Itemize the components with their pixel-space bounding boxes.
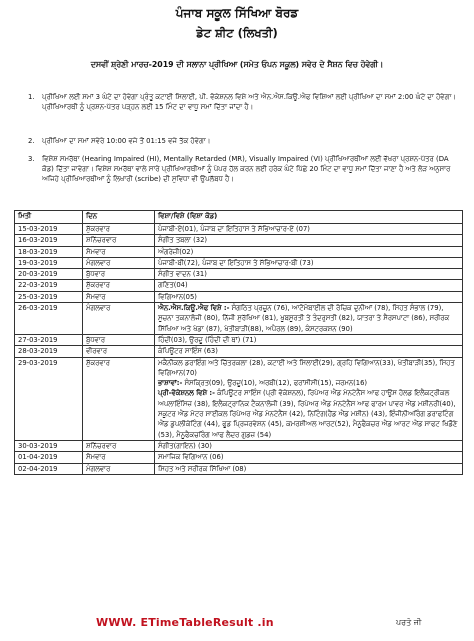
subject-cell: ਗਣਿਤ(04) (155, 280, 463, 291)
day-cell: ਬੁੱਧਵਾਰ (83, 334, 155, 345)
subject-cell: ਸਿਹਤ ਅਤੇ ਸਰੀਰਕ ਸਿੱਖਿਆ (08) (155, 463, 463, 474)
table-row (15, 440, 463, 451)
subject-group (158, 378, 459, 388)
table-row (15, 224, 463, 235)
subject-cell (155, 303, 463, 335)
date-cell: 16-03-2019 (15, 235, 83, 246)
day-cell: ਬੁੱਧਵਾਰ (83, 269, 155, 280)
table-row (15, 357, 463, 440)
date-cell: 25-03-2019 (15, 291, 83, 302)
subject-cell: ਸਮਾਜਿਕ ਵਿਗਿਆਨ (06) (155, 452, 463, 463)
subject-cell: ਪੰਜਾਬੀ-ਬੀ(72), ਪੰਜਾਬ ਦਾ ਇਤਿਹਾਸ ਤੇ ਸੱਭਿਆਚਾਰ-ਬੀ (73) (155, 257, 463, 268)
table-row (15, 291, 463, 302)
subject-cell: ਪੰਜਾਬੀ-ਏ(01), ਪੰਜਾਬ ਦਾ ਇਤਿਹਾਸ ਤੇ ਸੱਭਿਆਚਾਰ-ਏ (07) (155, 224, 463, 235)
day-cell: ਸ਼ਨਿੱਚਰਵਾਰ (83, 235, 155, 246)
day-column-header: ਦਿਨ (83, 211, 155, 224)
instruction-text: ਪ੍ਰੀਖਿਆ ਲਈ ਸਮਾਂ 3 ਘੰਟੇ ਦਾ ਹੋਵੇਗਾ ਪ੍ਰੰਤੂ ਕਟਾਈ ਸਿਲਾਈ, ਪੀ. ਵੋਕੇਸ਼ਨਲ ਵਿਸ਼ੇ ਅਤੇ ਐਨ.ਐਸ.ਕਿਊ.ਐਫ ਵਿਸ਼ਿਆਂ ਲਈ ਪ੍ਰੀਖਿਆ ਦਾ ਸਮਾਂ 2:00 ਘੰਟੇ ਦਾ ਹੋਵੇਗਾ। ਪ੍ਰੀਖਿਆਰਥੀ ਨੂੰ ਪ੍ਰਸ਼ਨ-ਪੱਤਰ ਪੜ੍ਹਨ ਲਈ 15 ਮਿੰਟ ਦਾ ਵਾਧੂ ਸਮਾਂ ਦਿੱਤਾ ਜਾਂਦਾ ਹੈ। (42, 93, 456, 112)
day-cell: ਮੰਗਲਵਾਰ (83, 463, 155, 474)
subject-group-label: ਭਾਸ਼ਾਵਾਂ:- (158, 379, 183, 388)
day-cell: ਸੋਮਵਾਰ (83, 452, 155, 463)
board-name: ਪੰਜਾਬ ਸਕੂਲ ਸਿੱਖਿਆ ਬੋਰਡ (175, 6, 299, 20)
subject-group-label: ਪ੍ਰੀ-ਵੋਕੇਸ਼ਨਲ ਵਿਸ਼ੇ :- (158, 389, 215, 398)
table-row (15, 346, 463, 357)
continued-note: ਪਰਤੋ ਜੀ (396, 618, 422, 627)
subject-cell: ਵਿਗਿਆਨ(05) (155, 291, 463, 302)
table-row (15, 334, 463, 345)
date-cell: 18-03-2019 (15, 246, 83, 257)
subject-list: ਮਕੈਨੀਕਲ ਡਰਾਇੰਗ ਅਤੇ ਚਿੱਤਰਕਲਾ (28), ਕਟਾਈ ਅਤੇ ਸਿਲਾਈ(29), ਗ੍ਰਹਿ ਵਿਗਿਆਨ(33), ਖੇਤੀਬਾੜੀ(35), ਸਿਹਤ ਵਿਗਿਆਨ(70) (158, 358, 455, 377)
table-row (15, 269, 463, 280)
date-cell: 20-03-2019 (15, 269, 83, 280)
day-cell: ਵੀਰਵਾਰ (83, 346, 155, 357)
day-cell: ਮੰਗਲਵਾਰ (83, 257, 155, 268)
table-row (15, 280, 463, 291)
subject-cell: ਸੰਗੀਤ(ਗਾਇਨ) (30) (155, 440, 463, 451)
instruction-1 (28, 92, 462, 130)
table-row (15, 235, 463, 246)
day-cell: ਸ਼ੁੱਕਰਵਾਰ (83, 224, 155, 235)
instruction-number: 1. (28, 93, 35, 101)
date-cell: 01-04-2019 (15, 452, 83, 463)
table-header-row (15, 211, 463, 224)
subject-cell (155, 357, 463, 440)
table-row (15, 303, 463, 335)
instruction-2 (28, 136, 462, 148)
date-cell: 27-03-2019 (15, 334, 83, 345)
table-row (15, 246, 463, 257)
subject-group-label: ਐਨ.ਐਸ.ਕਿਊ.ਐਫ ਵਿਸ਼ੇ :- (158, 304, 230, 313)
table-row (15, 257, 463, 268)
subject-list: ਕੰਪਿਊਟਰ ਸਾਇੰਸ (ਪ੍ਰੀ ਵੋਕੇਸ਼ਨਲ), ਰਿਪੇਅਰ ਐਂਡ ਮੇਨਟੇਨੈਂਸ ਆਫ ਹਾਊਸ ਹੋਲਡ ਇਲੈਕਟ੍ਰੀਕਲ ਅਪਲਾਇੰਸਿਜ਼ (38), ਇਲੈਕਟ੍ਰਾਨਿਕ ਟੈਕਨਾਲੋਜੀ (39), ਰਿਪੇਅਰ ਐਂਡ ਮੇਨਟੇਨੈਂਸ ਆਫ ਫਾਰਮ ਪਾਵਰ ਐਂਡ ਮਸ਼ੀਨਰੀ(40), ਸਕੂਟਰ ਐਂਡ ਮੋਟਰ ਸਾਈਕਲ ਰਿਪੇਅਰ ਐਂਡ ਮੇਨਟੇਨੈਂਸ (42), ਨਿਟਿੰਗ(ਹੈਂਡ ਐਂਡ ਮਸ਼ੀਨ) (43), ਇੰਜੀਨੀਅਰਿੰਗ ਡਰਾਫਟਿੰਗ ਐਂਡ ਡੁਪਲੀਕੇਟਿੰਗ (44), ਫੂਡ ਪ੍ਰਿਜਰਵੇਸ਼ਨ (45), ਕਮਰਸ਼ੀਅਲ ਆਰਟ(52), ਮੈਨੂਫੈਕਚਰ ਐਂਡ ਆਰਟ ਐਂਡ ਸਾਫਟ ਖਿਡੌਣੇ (53), ਮੈਨੂਫੈਕਚਰਿੰਗ ਆਫ ਲੈਦਰ ਗੁਡਜ਼ (54) (158, 389, 458, 439)
date-cell: 30-03-2019 (15, 440, 83, 451)
subject-cell: ਹਿੰਦੀ(03), ਉਰਦੂ (ਹਿੰਦੀ ਦੀ ਥਾਂ) (71) (155, 334, 463, 345)
website-url[interactable]: WWW. ETimeTableResult .in (96, 616, 274, 629)
instruction-text: ਵਿਸ਼ੇਸ਼ ਸਮਰੱਥਾ (Hearing Impaired (HI), Mentally Retarded (MR), Visually Impaired (VI) ਪ੍ਰੀਖਿਆਰਥੀਆਂ ਲਈ ਵੱਖਰਾ ਪ੍ਰਸ਼ਨ-ਪੱਤਰ (DA ਕੋਡ) ਦਿੱਤਾ ਜਾਵੇਗਾ। ਵਿਸ਼ੇਸ਼ ਸਮਰੱਥਾ ਵਾਲੇ ਸਾਰੇ ਪ੍ਰੀਖਿਆਰਥੀਆਂ ਨੂੰ ਪੇਪਰ ਹੱਲ ਕਰਨ ਲਈ ਹਰੇਕ ਘੰਟੇ ਪਿੱਛੇ 20 ਮਿੰਟ ਦਾ ਵਾਧੂ ਸਮਾਂ ਦਿੱਤਾ ਜਾਣਾ ਹੈ ਅਤੇ ਲੋੜ ਅਨੁਸਾਰ ਅਜਿਹੇ ਪ੍ਰੀਖਿਆਰਥੀਆਂ ਨੂੰ ਲਿਖਾਰੀ (scribe) ਦੀ ਸੁਵਿਧਾ ਵੀ ਉਪਲੱਬਧ ਹੈ। (42, 155, 451, 184)
instruction-3 (28, 154, 462, 202)
instruction-number: 2. (28, 137, 35, 145)
day-cell: ਸੋਮਵਾਰ (83, 291, 155, 302)
subject-cell: ਅੰਗਰੇਜ਼ੀ(02) (155, 246, 463, 257)
subject-cell: ਸੰਗੀਤ ਤਬਲਾ (32) (155, 235, 463, 246)
subject-cell: ਸੰਗੀਤ ਵਾਦਨ (31) (155, 269, 463, 280)
date-cell: 28-03-2019 (15, 346, 83, 357)
day-cell: ਸ਼ੁੱਕਰਵਾਰ (83, 357, 155, 440)
exam-subtitle: ਦਸਵੀਂ ਸ਼੍ਰੇਣੀ ਮਾਰਚ-2019 ਦੀ ਸਲਾਨਾ ਪ੍ਰੀਖਿਆ (ਸਮੇਤ ਓਪਨ ਸਕੂਲ) ਸਵੇਰ ਦੇ ਸੈਸ਼ਨ ਵਿਚ ਹੋਵੇਗੀ। (90, 60, 384, 69)
date-column-header: ਮਿਤੀ (15, 211, 83, 224)
date-cell: 02-04-2019 (15, 463, 83, 474)
instruction-number: 3. (28, 155, 35, 163)
subject-group (158, 388, 459, 439)
instruction-text: ਪ੍ਰੀਖਿਆ ਦਾ ਸਮਾਂ ਸਵੇਰੇ 10:00 ਵਜੇ ਤੋਂ 01:15 ਵਜੇ ਤੱਕ ਹੋਵੇਗਾ। (42, 137, 211, 145)
day-cell: ਸੋਮਵਾਰ (83, 246, 155, 257)
date-cell: 15-03-2019 (15, 224, 83, 235)
date-sheet-table (14, 210, 463, 475)
day-cell: ਮੰਗਲਵਾਰ (83, 303, 155, 335)
subject-column-header: ਵਿਸ਼ਾ/ਵਿਸ਼ੇ (ਵਿਸ਼ਾ ਕੋਡ) (155, 211, 463, 224)
page-title: ਡੇਟ ਸ਼ੀਟ (ਲਿਖਤੀ) (196, 26, 278, 40)
table-row (15, 463, 463, 474)
date-cell: 19-03-2019 (15, 257, 83, 268)
date-cell: 22-03-2019 (15, 280, 83, 291)
subject-cell: ਕੰਪਿਊਟਰ ਸਾਇੰਸ (63) (155, 346, 463, 357)
date-cell: 29-03-2019 (15, 357, 83, 440)
subject-list: ਸੰਗਠਿਤ ਪ੍ਰਚੂਨ (76), ਆਟੋਮੋਬਾਈਲ ਦੀ ਰੋਚਿਕ ਦੁਨੀਆਂ (78), ਸਿਹਤ ਸੰਭਾਲ (79), ਸੂਚਨਾ ਤਕਨਾਲੋਜੀ (80), ਨਿੱਜੀ ਸੁਰੱਖਿਆ (81), ਖੂਬਸੂਰਤੀ ਤੇ ਤੰਦਰੁਸਤੀ (82), ਯਾਤਰਾ ਤੇ ਸੈਰਸਪਾਟਾ (86), ਸਰੀਰਕ ਸਿੱਖਿਆ ਅਤੇ ਖੇਡਾ (87), ਖੇਤੀਬਾੜੀ(88), ਅਪੈਰਲ (89), ਕੰਸਟਰਕਸ਼ਨ (90) (158, 304, 450, 333)
day-cell: ਸ਼ੁੱਕਰਵਾਰ (83, 280, 155, 291)
date-cell: 26-03-2019 (15, 303, 83, 335)
subject-list: ਸੰਸਕ੍ਰਿਤ(09), ਉਰਦੂ(10), ਅਰਬੀ(12), ਫਰਾਂਸੀਸੀ(15), ਜਰਮਨ(16) (184, 379, 368, 388)
day-cell: ਸ਼ਨਿੱਚਰਵਾਰ (83, 440, 155, 451)
table-row (15, 452, 463, 463)
